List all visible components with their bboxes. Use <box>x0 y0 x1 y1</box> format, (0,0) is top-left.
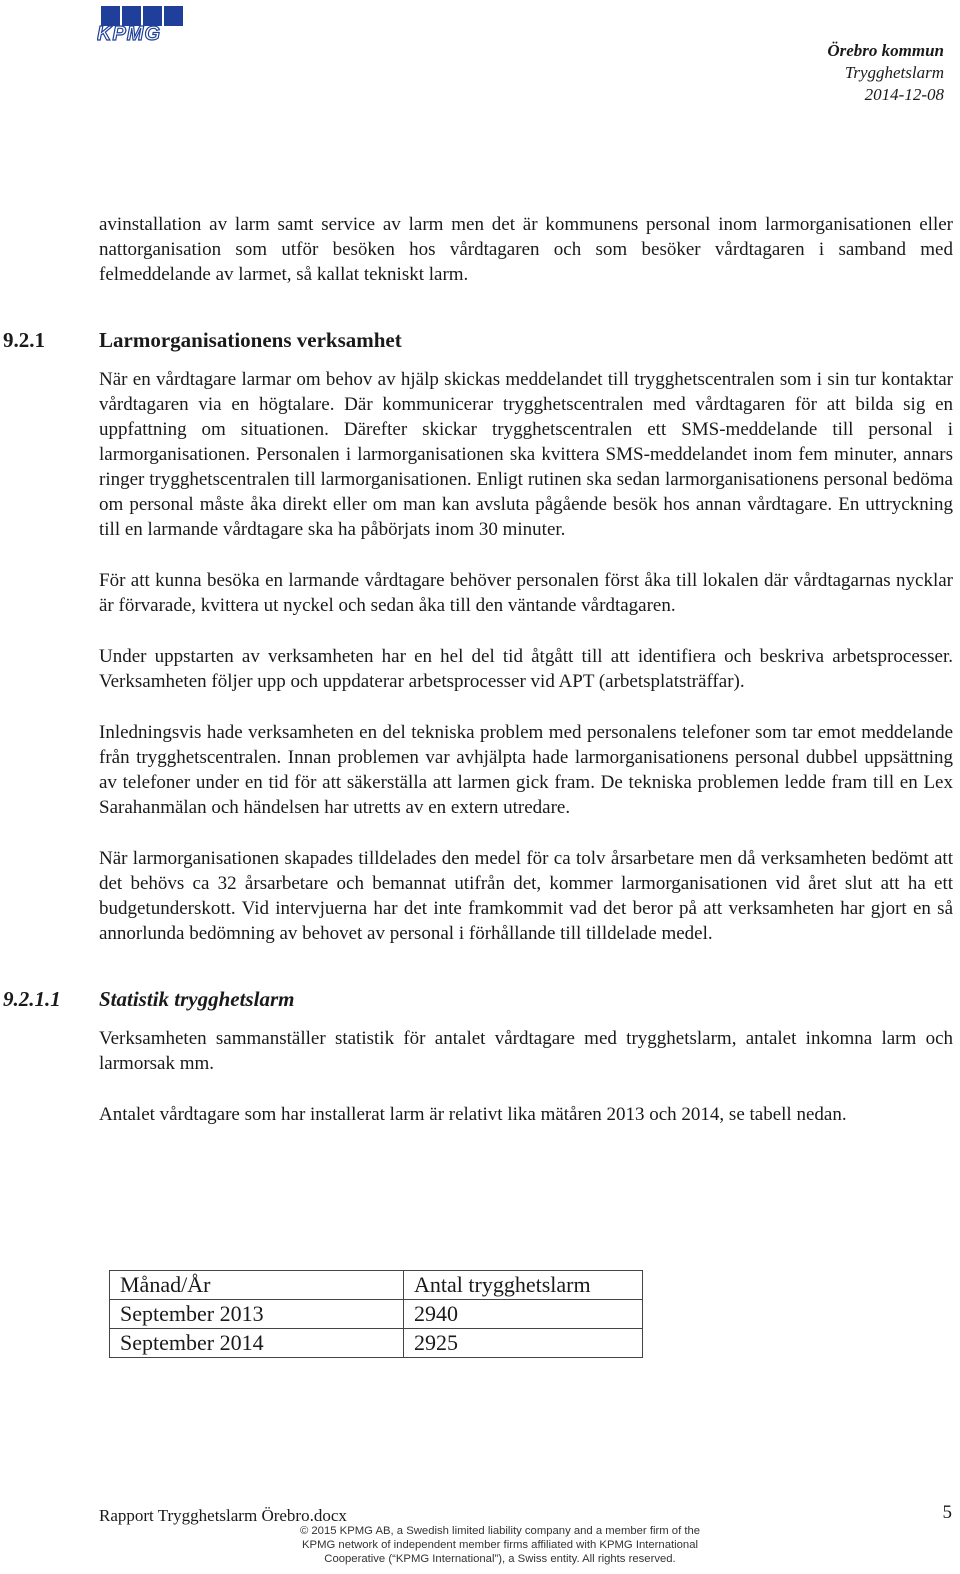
paragraph: avinstallation av larm samt service av larm men det är kommunens personal inom larmorganisationen eller nattorganisation som utför besöken hos vårdtagaren och som besöker vårdtagaren i samband med felmeddelande av larmet, så kallat tekniskt larm. <box>99 214 953 285</box>
table-row <box>110 1329 643 1358</box>
copyright-line: Cooperative (“KPMG International”), a Swiss entity. All rights reserved. <box>324 1553 676 1565</box>
table-cell: 2925 <box>404 1329 643 1358</box>
paragraph: Under uppstarten av verksamheten har en hel del tid åtgått till att identifiera och beskriva arbetsprocesser. Verksamheten följer upp och uppdaterar arbetsprocesser vid APT (arbetsplatsträffar). <box>99 646 953 692</box>
table-cell: September 2014 <box>110 1329 404 1358</box>
header-org: Örebro kommun <box>827 41 944 60</box>
paragraph: Inledningsvis hade verksamheten en del tekniska problem med personalens telefoner som tar emot meddelande från trygghetscentralen. Innan problemen var avhjälpta hade larmorganisationens personal dubbel uppsättning av telefoner under en tid för att säkerställa att larmen gick fram. De tekniska problemen ledde fram till en Lex Sarahanmälan och händelsen har utretts av en extern utredare. <box>99 722 953 818</box>
document-header <box>827 40 944 106</box>
table-header-cell: Månad/År <box>110 1271 404 1300</box>
page-number: 5 <box>942 1502 952 1523</box>
table-header-cell: Antal trygghetslarm <box>404 1271 643 1300</box>
header-title: Trygghetslarm <box>844 63 944 82</box>
copyright-notice <box>280 1524 720 1566</box>
table-row <box>110 1300 643 1329</box>
table-header-row <box>110 1271 643 1300</box>
paragraph: Verksamheten sammanställer statistik för antalet vårdtagare med trygghetslarm, antalet inkomna larm och larmorsak mm. <box>99 1028 953 1074</box>
subsection-heading <box>3 986 953 1012</box>
statistics-table <box>109 1270 643 1358</box>
section-title: Larmorganisationens verksamhet <box>99 328 402 352</box>
table-cell: September 2013 <box>110 1300 404 1329</box>
paragraph: När en vårdtagare larmar om behov av hjälp skickas meddelandet till trygghetscentralen som i sin tur kontaktar vårdtagaren via en högtalare. Där kommunicerar trygghetscentralen med vårdtagaren för att bilda sig en uppfattning om situationen. Därefter skickar trygghetscentralen ett SMS-meddelande till personal i larmorganisationen. Personalen i larmorganisationen ska kvittera SMS-meddelandet inom fem minuter, annars ringer trygghetscentralen till larmorganisationen. Enligt rutinen ska sedan larmorganisationens personal bedöma om personal måste åka direkt eller om man kan avsluta pågående besök hos annan vårdtagare. En uttryckning till en larmande vårdtagare ska ha påbörjats inom 30 minuter. <box>99 369 953 540</box>
footer-filename: Rapport Trygghetslarm Örebro.docx <box>99 1506 347 1525</box>
copyright-line: © 2015 KPMG AB, a Swedish limited liability company and a member firm of the <box>299 1525 701 1537</box>
svg-text:KPMG: KPMG <box>97 23 161 42</box>
document-body <box>3 212 953 1127</box>
subsection-title: Statistik trygghetslarm <box>99 987 295 1011</box>
section-heading <box>3 327 953 353</box>
subsection-number: 9.2.1.1 <box>3 987 61 1011</box>
paragraph: När larmorganisationen skapades tilldelades den medel för ca tolv årsarbetare men då verksamheten bedömt att det behövs ca 32 årsarbetare och bemannat utifrån det, kommer larmorganisationen vid året slut att ha ett budgetunderskott. Vid intervjuerna har det inte framkommit vad det beror på att verksamheten har gjort en så annorlunda bedömning av behovet av personal i förhållande till tilldelade medel. <box>99 848 953 944</box>
paragraph: För att kunna besöka en larmande vårdtagare behöver personalen först åka till lokalen där vårdtagarnas nycklar är förvarade, kvittera ut nyckel och sedan åka till den väntande vårdtagaren. <box>99 570 953 616</box>
paragraph: Antalet vårdtagare som har installerat larm är relativt lika mätåren 2013 och 2014, se tabell nedan. <box>99 1104 847 1125</box>
section-number: 9.2.1 <box>3 328 45 352</box>
copyright-line: KPMG network of independent member firms affiliated with KPMG International <box>302 1539 698 1551</box>
header-date: 2014-12-08 <box>864 85 944 104</box>
kpmg-logo <box>97 6 187 42</box>
table-cell: 2940 <box>404 1300 643 1329</box>
